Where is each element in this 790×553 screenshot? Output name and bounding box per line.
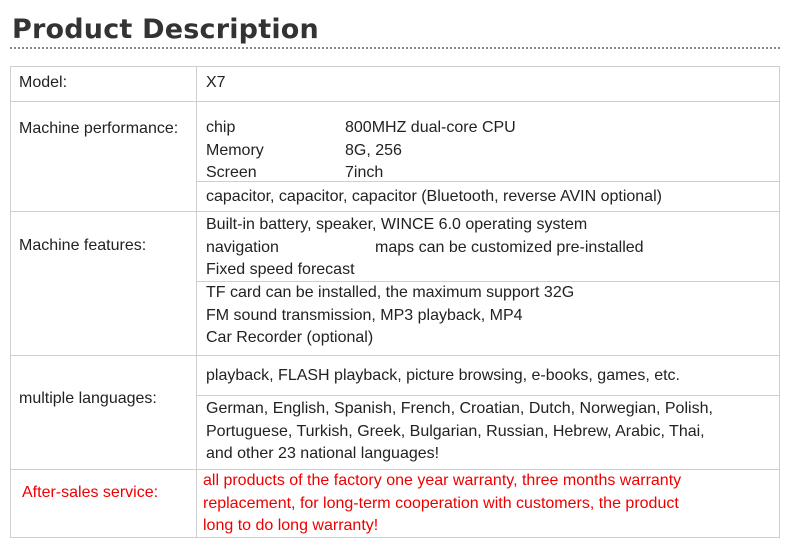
spec-value: 8G, 256: [345, 141, 402, 159]
feature-nav-key: navigation: [206, 238, 279, 256]
feature-nav-value: maps can be customized pre-installed: [375, 238, 644, 256]
table-bottom-border: [10, 537, 780, 538]
languages-list-cell: [196, 395, 780, 469]
feature-line: TF card can be installed, the maximum support 32G: [206, 284, 575, 301]
spec-value: 800MHZ dual-core CPU: [345, 119, 516, 136]
performance-label: Machine performance:: [19, 120, 179, 137]
after-sales-line: replacement, for long-term cooperation with customers, the product: [203, 494, 679, 512]
languages-label: multiple languages:: [19, 390, 157, 407]
spec-key: Memory: [206, 141, 264, 159]
model-label-cell: [10, 66, 196, 101]
performance-specs-cell: [196, 101, 780, 181]
spec-row-memory: [206, 140, 780, 163]
spec-value: 7inch: [345, 164, 384, 181]
feature-line: FM sound transmission, MP3 playback, MP4: [206, 306, 523, 324]
after-sales-label-cell: [10, 469, 196, 537]
after-sales-label: After-sales service:: [22, 484, 159, 501]
model-value: X7: [206, 74, 226, 91]
model-value-cell: [196, 66, 780, 101]
feature-line: Built-in battery, speaker, WINCE 6.0 operating system: [206, 216, 588, 233]
feature-line: Car Recorder (optional): [206, 329, 374, 346]
title-divider: [10, 47, 780, 49]
spec-key: chip: [206, 119, 236, 136]
feature-navigation: [206, 237, 780, 260]
languages-label-cell: [10, 355, 196, 469]
languages-playback: playback, FLASH playback, picture browsing, e-books, games, etc.: [206, 367, 680, 384]
features-label: Machine features:: [19, 237, 147, 254]
spec-row-chip: [206, 117, 780, 140]
language-line: and other 23 national languages!: [206, 445, 440, 462]
features-cell-1: [196, 211, 780, 281]
table-right-border: [779, 66, 780, 538]
language-line: Portuguese, Turkish, Greek, Bulgarian, Russian, Hebrew, Arabic, Thai,: [206, 422, 705, 440]
after-sales-line: all products of the factory one year warranty, three months warranty: [203, 472, 682, 489]
performance-label-cell: [10, 101, 196, 211]
after-sales-line: long to do long warranty!: [203, 517, 379, 534]
features-label-cell: [10, 211, 196, 355]
features-cell-2: [196, 281, 780, 355]
feature-line: Fixed speed forecast: [206, 261, 355, 278]
after-sales-value-cell: [196, 469, 780, 537]
page-title: Product Description: [12, 14, 319, 45]
performance-extra-cell: [196, 181, 780, 211]
languages-playback-cell: [196, 355, 780, 395]
spec-key: Screen: [206, 164, 257, 181]
performance-extra: capacitor, capacitor, capacitor (Bluetooth, reverse AVIN optional): [206, 188, 662, 205]
language-line: German, English, Spanish, French, Croatian, Dutch, Norwegian, Polish,: [206, 400, 713, 417]
model-label: Model:: [19, 74, 68, 91]
